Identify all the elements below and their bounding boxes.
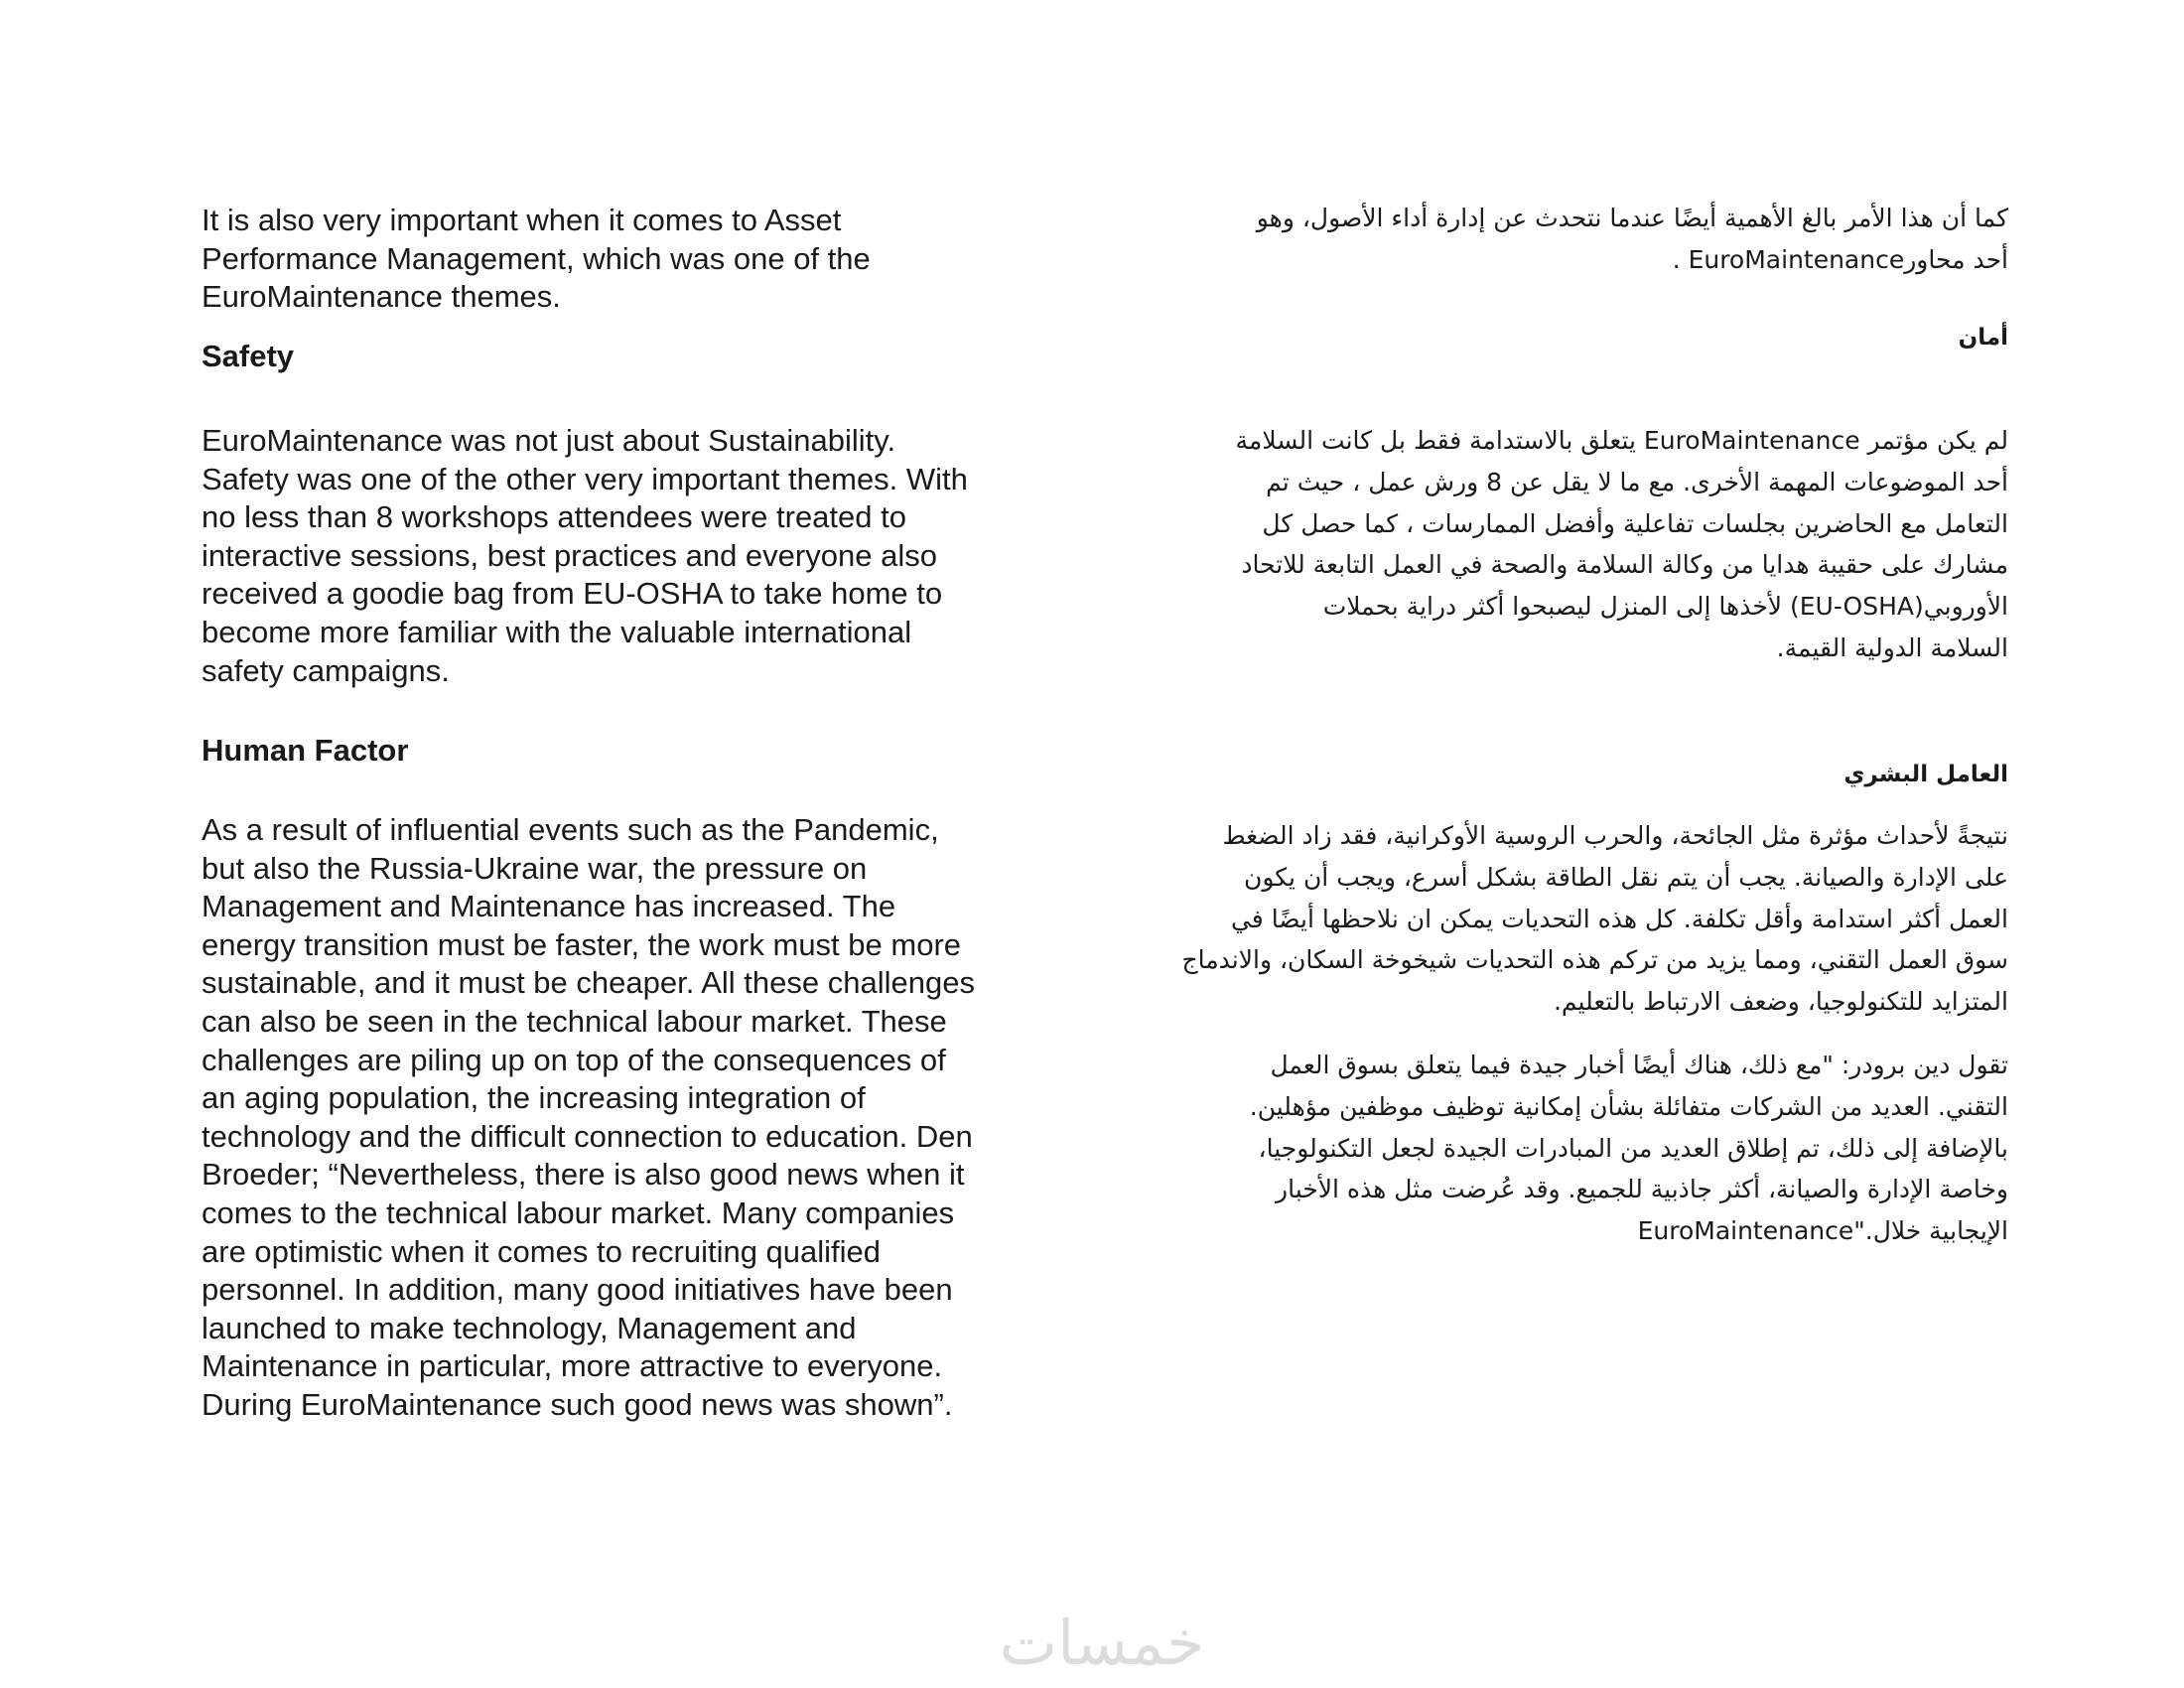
text-line: لم يكن مؤتمر EuroMaintenance يتعلق بالاستدامة فقط بل كانت السلامة (1235, 426, 2008, 455)
text-line: أحد الموضوعات المهمة الأخرى. مع ما لا يقل عن 8 ورش عمل ، حيث تم (1266, 467, 2008, 496)
text-line: التعامل مع الحاضرين بجلسات تفاعلية وأفضل الممارسات ، كما حصل كل (1262, 508, 2008, 538)
text-line: sustainable, and it must be cheaper. All these challenges (202, 965, 975, 1001)
text-line: العمل أكثر استدامة وأقل تكلفة. كل هذه التحديات يمكن ان نلاحظها أيضًا في (1230, 904, 2008, 933)
text-line: no less than 8 workshops attendees were treated to (202, 499, 906, 535)
text-line: الإيجابية خلال."EuroMaintenance (1637, 1216, 2008, 1246)
watermark-logo: خمسات (999, 1607, 1205, 1679)
text-line: personnel. In addition, many good initiatives have been (202, 1272, 953, 1308)
text-line: During EuroMaintenance such good news was shown”. (202, 1386, 953, 1422)
text-line: EuroMaintenance was not just about Sustainability. (202, 423, 896, 458)
text-line: نتيجةً لأحداث مؤثرة مثل الجائحة، والحرب الروسية الأوكرانية، فقد زاد الضغط (1222, 821, 2008, 850)
en-intro-paragraph (202, 202, 1075, 317)
text-line: become more familiar with the valuable international (202, 614, 912, 649)
text-line: are optimistic when it comes to recruiting qualified (202, 1233, 882, 1269)
text-line: وخاصة الإدارة والصيانة، أكثر جاذبية للجميع. وقد عُرضت مثل هذه الأخبار (1276, 1175, 2008, 1204)
ar-human-factor-heading: العامل البشري (1843, 762, 2008, 787)
text-line: أحد محاورEuroMaintenance . (1672, 244, 2008, 274)
text-line: It is also very important when it comes to Asset (202, 203, 842, 237)
text-line: Management and Maintenance has increased. The (202, 889, 896, 924)
text-line: على الإدارة والصيانة. يجب أن يتم نقل الطاقة بشكل أسرع، ويجب أن يكون (1243, 862, 2008, 892)
text-line: challenges are piling up on top of the consequences of (202, 1042, 946, 1077)
text-line: سوق العمل التقني، ومما يزيد من تركم هذه التحديات شيخوخة السكان، والاندماج (1181, 945, 2008, 975)
text-line: launched to make technology, Management and (202, 1310, 857, 1345)
ar-intro-paragraph (1115, 198, 2008, 281)
text-line: an aging population, the increasing integration of (202, 1080, 866, 1116)
text-line: but also the Russia-Ukraine war, the pressure on (202, 850, 868, 886)
ar-safety-paragraph (1115, 420, 2008, 669)
text-line: can also be seen in the technical labour market. These (202, 1003, 947, 1039)
text-line: Maintenance in particular, more attractive to everyone. (202, 1348, 943, 1384)
text-line: Performance Management, which was one of the (202, 240, 871, 276)
text-line: interactive sessions, best practices and everyone also (202, 537, 937, 573)
text-line: energy transition must be faster, the work must be more (202, 926, 962, 962)
text-line: التقني. العديد من الشركات متفائلة بشأن إمكانية توظيف موظفين مؤهلين. (1249, 1091, 2008, 1121)
ar-human-factor-paragraph (1115, 815, 2008, 1023)
text-line: تقول دين برودر: "مع ذلك، هناك أيضًا أخبار جيدة فيما يتعلق بسوق العمل (1270, 1051, 2008, 1079)
text-line: As a result of influential events such as the Pandemic, (202, 812, 939, 847)
en-safety-heading: Safety (202, 339, 295, 373)
en-safety-paragraph (202, 422, 1075, 690)
text-line: Safety was one of the other very important themes. With (202, 461, 968, 496)
ar-quote-paragraph (1115, 1045, 2008, 1252)
text-line: received a goodie bag from EU-OSHA to take home to (202, 576, 943, 612)
en-human-factor-heading: Human Factor (202, 733, 409, 768)
text-line: technology and the difficult connection to education. Den (202, 1118, 973, 1154)
text-line: الأوروبي(EU-OSHA) لأخذها إلى المنزل ليصبحوا أكثر دراية بحملات (1322, 592, 2008, 622)
text-line: المتزايد للتكنولوجيا، وضعف الارتباط بالتعليم. (1553, 987, 2008, 1017)
text-line: بالإضافة إلى ذلك، تم إطلاق العديد من المبادرات الجيدة لجعل التكنولوجيا، (1258, 1133, 2008, 1163)
text-line: comes to the technical labour market. Many companies (202, 1195, 955, 1230)
text-line: EuroMaintenance themes. (202, 279, 561, 315)
ar-safety-heading: أمان (1958, 325, 2008, 351)
text-line: safety campaigns. (202, 652, 450, 688)
text-line: مشارك على حقيبة هدايا من وكالة السلامة والصحة في العمل التابعة للاتحاد (1241, 550, 2008, 580)
text-line: السلامة الدولية القيمة. (1776, 633, 2008, 662)
text-line: كما أن هذا الأمر بالغ الأهمية أيضًا عندما نتحدث عن إدارة أداء الأصول، وهو (1256, 204, 2008, 232)
en-human-factor-paragraph (202, 811, 1075, 1425)
text-line: Broeder; “Nevertheless, there is also good news when it (202, 1157, 965, 1193)
